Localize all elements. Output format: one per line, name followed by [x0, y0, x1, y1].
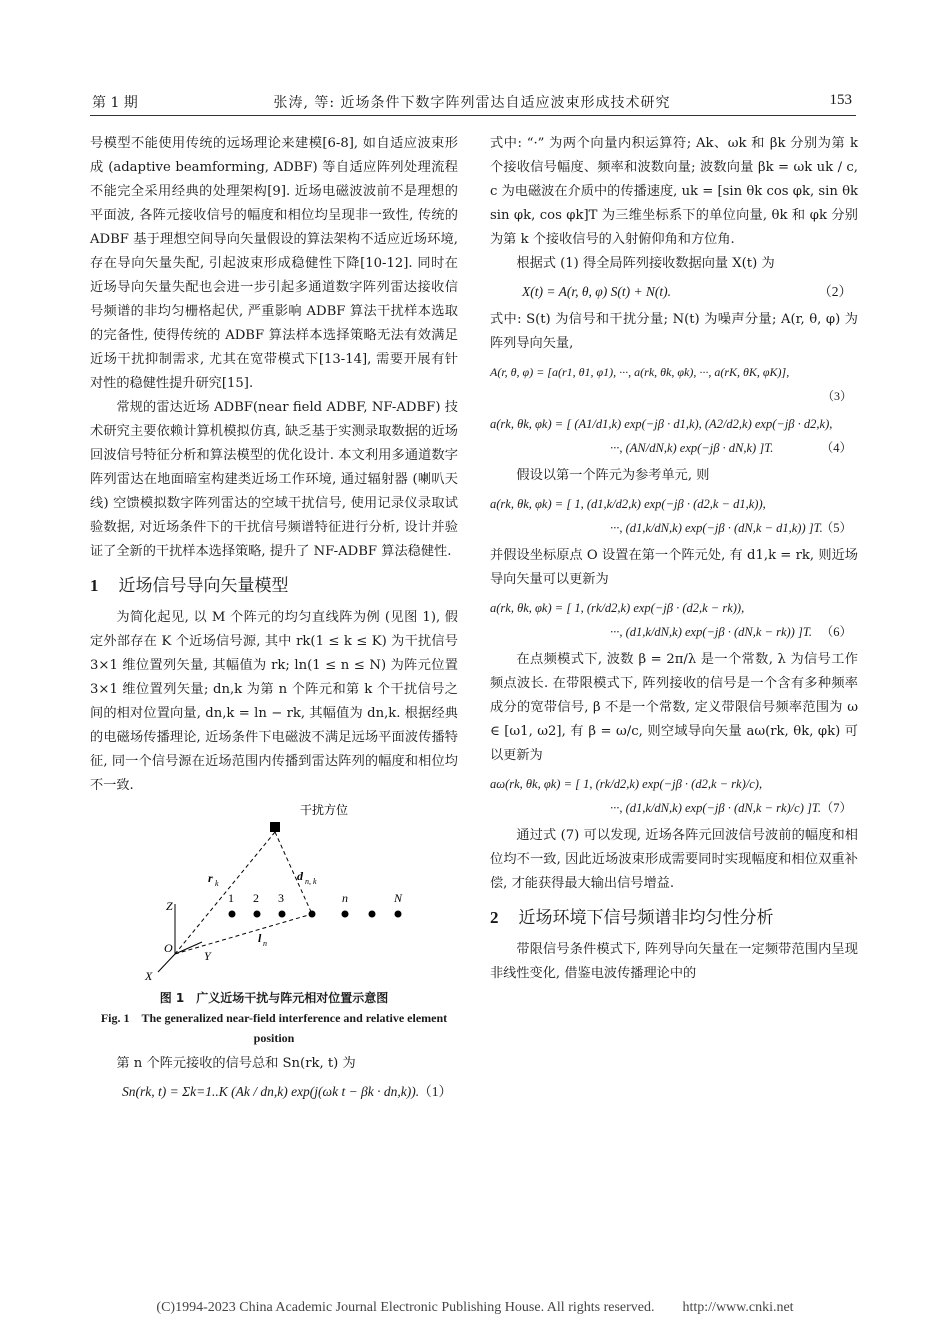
- rk-sub: k: [215, 879, 219, 888]
- dnk-sub: n, k: [305, 877, 317, 886]
- running-title: 张涛, 等: 近场条件下数字阵列雷达自适应波束形成技术研究: [273, 95, 671, 111]
- equation-number: （7）: [820, 801, 852, 815]
- equation-number: （5）: [820, 521, 852, 535]
- ln-label: l: [258, 931, 262, 945]
- equation-7: [490, 772, 858, 820]
- issue-label: 第 1 期: [92, 95, 138, 111]
- section-number: 2: [490, 908, 499, 927]
- right-column: [490, 132, 858, 986]
- equation-4: [490, 412, 858, 460]
- dnk-label: d: [297, 869, 303, 883]
- equation-2: [490, 280, 858, 304]
- element-marker: [254, 911, 261, 918]
- equation-number: （1）: [418, 1084, 452, 1099]
- equation-1: [90, 1080, 458, 1104]
- equation-body: A(r, θ, φ) = [a(r1, θ1, φ1), ···, a(rk, θk, φk), ···, a(rK, θK, φK)],: [490, 365, 790, 379]
- equation-line: a(rk, θk, φk) = [ 1, (d1,k/d2,k) exp(−jβ · (d2,k − d1,k)),: [490, 497, 766, 511]
- equation-line: a(rk, θk, φk) = [ 1, (rk/d2,k) exp(−jβ · (d2,k − rk)),: [490, 601, 745, 615]
- paragraph: 假设以第一个阵元为参考单元, 则: [516, 468, 710, 483]
- element-marker: [342, 911, 349, 918]
- section-title: 近场环境下信号频谱非均匀性分析: [518, 908, 774, 928]
- equation-number: （4）: [820, 441, 852, 455]
- paragraph: 通过式 (7) 可以发现, 近场各阵元回波信号波前的幅度和相位均不一致, 因此近场波束形成需要同时实现幅度和相位双重补偿, 才能获得最大输出信号增益.: [490, 828, 858, 891]
- paragraph: 第 n 个阵元接收的信号总和 Sn(rk, t) 为: [116, 1056, 356, 1071]
- element-marker: [369, 911, 376, 918]
- copyright-footer: (C)1994-2023 China Academic Journal Electronic Publishing House. All rights reserved. http://www.cnki.net: [156, 1300, 794, 1315]
- paragraph: 式中: “·” 为两个向量内积运算符; Ak、ωk 和 βk 分别为第 k 个接收信号幅度、频率和波数向量; 波数向量 βk = ωk uk / c, c 为电磁波在介质中的传播速度, uk = [sin θk cos φk, sin θk sin φk, cos φk]T 为三维坐标系下的单位向量, θk 和 φk 分别为第 k 个接收信号的入射俯仰角和方位角.: [490, 136, 858, 247]
- rk-label: r: [208, 871, 213, 885]
- equation-line: aω(rk, θk, φk) = [ 1, (rk/d2,k) exp(−jβ · (d2,k − rk)/c),: [490, 777, 763, 791]
- header-rule: [90, 115, 856, 116]
- figure-caption-en: Fig. 1 The generalized near-field interference and relative element position: [100, 1011, 448, 1045]
- equation-number: （2）: [818, 284, 852, 299]
- equation-line: ···, (d1,k/dN,k) exp(−jβ · (dN,k − rk)) ]T.: [610, 625, 812, 639]
- paragraph: 并假设坐标原点 O 设置在第一个阵元处, 有 d1,k = rk, 则近场导向矢量可以更新为: [490, 548, 858, 587]
- interference-source-marker: [270, 822, 280, 832]
- figure-caption-cn: 图 1 广义近场干扰与阵元相对位置示意图: [159, 991, 389, 1005]
- section-heading-1: [90, 572, 458, 600]
- source-label: 干扰方位: [300, 803, 349, 817]
- paragraph: 常规的雷达近场 ADBF(near field ADBF, NF-ADBF) 技术研究主要依赖计算机模拟仿真, 缺乏基于实测录取数据的近场回波信号特征分析和算法模型的优化设计. 本文利用多通道数字阵列雷达在地面暗室构建类近场工作环境, 通过辐射器 (喇叭天线) 空馈模拟数字阵列雷达的空域干扰信号, 使用记录仪录取试验数据, 对近场条件下的干扰信号频谱特征进行分析, 设计并验证了全新的干扰样本选择策略, 提升了 NF-ADBF 算法稳健性.: [90, 400, 458, 559]
- element-marker: [229, 911, 236, 918]
- equation-line: a(rk, θk, φk) = [ (A1/d1,k) exp(−jβ · d1,k), (A2/d2,k) exp(−jβ · d2,k),: [490, 417, 833, 431]
- equation-body: X(t) = A(r, θ, φ) S(t) + N(t).: [522, 284, 672, 299]
- paragraph: 号模型不能使用传统的远场理论来建模[6-8], 如自适应波束形成 (adaptive beamforming, ADBF) 等自适应阵列处理流程不能完全采用经典的处理架构[9]. 近场电磁波波前不是理想的平面波, 各阵元接收信号的幅度和相位均呈现非一致性, 传统的 ADBF 基于理想空间导向矢量假设的算法架构不适应近场环境, 存在导向矢量失配, 引起波束形成稳健性下降[10-12]. 同时在近场导向矢量失配也会进一步引起多通道数字阵列雷达接收信号频谱的非均匀栅格起伏, 严重影响 ADBF 算法干扰样本选取的完备性, 使得传统的 ADBF 算法样本选择策略无法有效满足近场干扰抑制需求, 尤其在宽带模式下[13-14], 需要开展有针对性的稳健性提升研究[15].: [90, 136, 458, 391]
- element-marker: [309, 911, 316, 918]
- figure-1: [90, 802, 458, 988]
- geometry-diagram: [90, 802, 458, 988]
- element-label: 3: [278, 891, 284, 905]
- equation-number: （3）: [821, 389, 852, 403]
- equation-line: ···, (AN/dN,k) exp(−jβ · dN,k) ]T.: [610, 441, 774, 455]
- section-title: 近场信号导向矢量模型: [118, 576, 289, 596]
- equation-line: ···, (d1,k/dN,k) exp(−jβ · (dN,k − rk)/c) ]T.: [610, 801, 822, 815]
- paragraph: 带限信号条件模式下, 阵列导向矢量在一定频带范围内呈现非线性变化, 借鉴电波传播理论中的: [490, 942, 858, 981]
- equation-line: ···, (d1,k/dN,k) exp(−jβ · (dN,k − d1,k)) ]T.: [610, 521, 823, 535]
- element-label: 2: [253, 891, 259, 905]
- element-marker: [395, 911, 402, 918]
- equation-body: Sn(rk, t) = Σk=1..K (Ak / dn,k) exp(j(ωk t − βk · dn,k)).: [122, 1084, 420, 1099]
- paragraph: 根据式 (1) 得全局阵列接收数据向量 X(t) 为: [516, 256, 775, 271]
- paragraph: 式中: S(t) 为信号和干扰分量; N(t) 为噪声分量; A(r, θ, φ) 为阵列导向矢量,: [490, 312, 858, 351]
- equation-3: [490, 360, 858, 408]
- x-label: X: [145, 969, 153, 983]
- page-number: 153: [829, 92, 852, 108]
- left-column: [90, 132, 458, 1108]
- ln-line: [175, 914, 312, 954]
- y-label: Y: [204, 949, 211, 963]
- ln-sub: n: [263, 939, 267, 948]
- element-marker: [279, 911, 286, 918]
- x-axis: [158, 954, 175, 972]
- origin-label: O: [164, 941, 173, 955]
- paragraph: 为简化起见, 以 M 个阵元的均匀直线阵为例 (见图 1), 假定外部存在 K 个近场信号源, 其中 rk(1 ≤ k ≤ K) 为干扰信号 3×1 维位置列矢量, 其幅值为 rk; ln(1 ≤ n ≤ N) 为阵元位置 3×1 维位置列矢量; dn,k 为第 n 个阵元和第 k 个干扰信号之间的相对位置向量, dn,k = ln − rk, 其幅值为 dn,k. 根据经典的电磁场传播理论, 近场条件下电磁波不满足远场平面波传播特征, 同一个信号源在近场范围内传播到雷达阵列的幅度和相位均不一致.: [90, 610, 458, 793]
- element-label: N: [394, 891, 403, 905]
- element-label: n: [342, 891, 348, 905]
- z-label: Z: [166, 899, 173, 913]
- equation-6: [490, 596, 858, 644]
- section-number: 1: [90, 576, 99, 595]
- element-label: 1: [228, 891, 234, 905]
- paragraph: 在点频模式下, 波数 β = 2π/λ 是一个常数, λ 为信号工作频点波长. 在带限模式下, 阵列接收的信号是一个含有多种频率成分的宽带信号, β 不是一个常数, 定义带限信号频率范围为 ω ∈ [ω1, ω2], 有 β = ω/c, 则空域导向矢量 aω(rk, θk, φk) 可以更新为: [490, 652, 858, 763]
- y-axis: [175, 942, 202, 954]
- running-header: [92, 92, 852, 114]
- equation-5: [490, 492, 858, 540]
- equation-number: （6）: [820, 625, 852, 639]
- section-heading-2: [490, 904, 858, 932]
